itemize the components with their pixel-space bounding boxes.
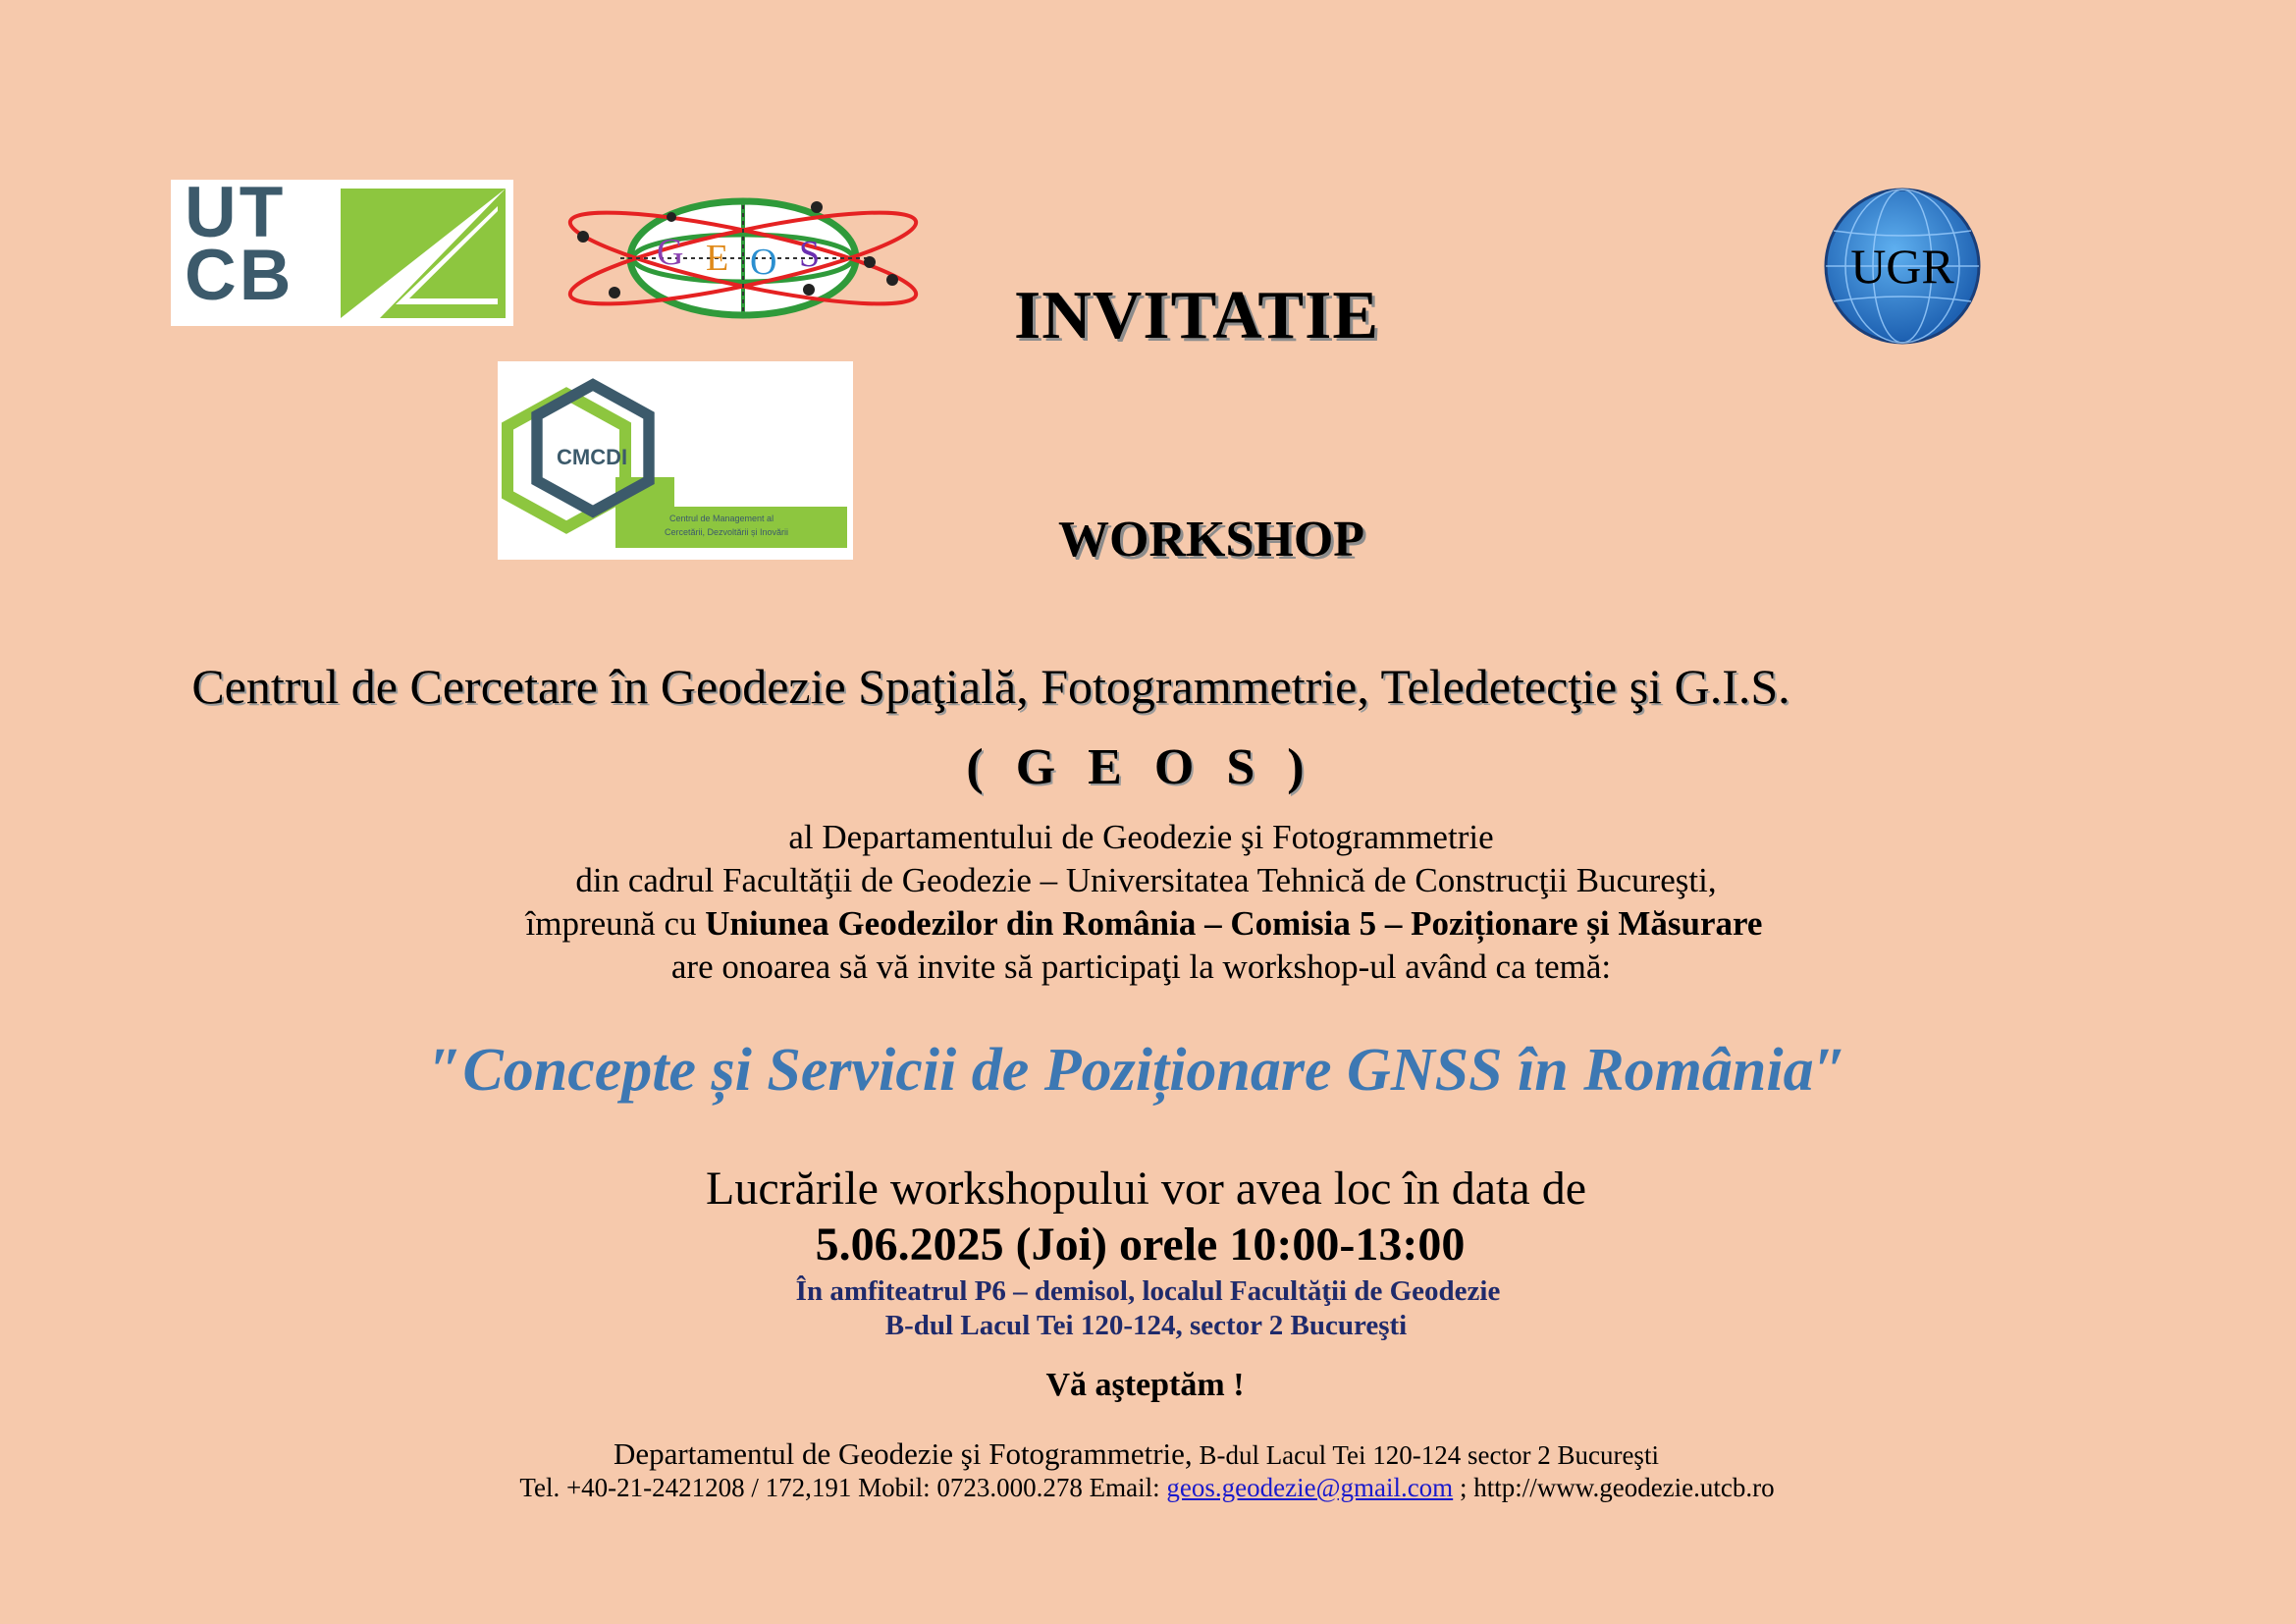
geos-logo-s: S [799,234,821,275]
cmcdi-logo [498,361,853,560]
workshop-subtitle: WORKSHOP [1058,512,1365,568]
geos-logo-g: G [657,232,684,273]
event-location-1: În amfiteatrul P6 – demisol, localul Facultăţii de Geodezie [795,1275,1501,1307]
organizer-line-4: are onoarea să vă invite să participaţi la workshop-ul având ca temă: [670,947,1612,986]
centre-short-name: ( G E O S ) [966,739,1314,795]
ugr-commission-name: Uniunea Geodezilor din România – Comisia 5 – Poziționare și Măsurare [705,904,1763,943]
footer-email-link[interactable]: geos.geodezie@gmail.com [1166,1473,1454,1502]
invitation-title: INVITATIE [1014,278,1380,353]
geos-logo [563,197,921,320]
organizer-line-2: din cadrul Facultăţii de Geodezie – Universitatea Tehnică de Construcţii Bucureşti, [575,861,1717,899]
svg-text:Cercetării, Dezvoltării și Ino: Cercetării, Dezvoltării și Inovării [665,527,789,537]
footer-address: B-dul Lacul Tei 120-124 sector 2 Bucureşti [1192,1440,1659,1470]
footer-contact [0,1473,2295,1503]
ugr-logo-text: UGR [1850,239,1954,294]
cmcdi-logo-text: CMCDI [557,445,628,469]
event-datetime: 5.06.2025 (Joi) orele 10:00-13:00 [815,1218,1466,1271]
utcb-logo [171,173,513,326]
footer-dept-name: Departamentul de Geodezie şi Fotogrammetrie, [614,1436,1193,1471]
utcb-logo-mark [341,189,506,318]
organizer-line-1: al Departamentului de Geodezie şi Fotogrammetrie [788,818,1494,856]
event-location-2: B-dul Lacul Tei 120-124, sector 2 Bucureşti [884,1310,1408,1341]
event-intro: Lucrările workshopului vor avea loc în data de [706,1163,1586,1215]
footer-department [0,1436,2284,1472]
utcb-logo-text: UT CB [185,173,294,315]
footer-contact-prefix: Tel. +40-21-2421208 / 172,191 Mobil: 0723.000.278 Email: [519,1473,1167,1502]
geos-logo-o: O [750,242,777,283]
organizer-line-3 [0,904,2292,944]
svg-text:Centrul de Management al: Centrul de Management al [669,514,774,523]
footer-website: ; http://www.geodezie.utcb.ro [1453,1473,1775,1502]
centre-name: Centrul de Cercetare în Geodezie Spaţială, Fotogrammetrie, Teledetecţie şi G.I.S. [191,659,1790,714]
organizer-line-3-prefix: împreună cu [525,904,706,943]
ugr-logo [1822,187,1983,346]
geos-logo-e: E [706,238,729,279]
workshop-theme: ″Concepte și Servicii de Poziționare GNSS în România″ [429,1037,1847,1104]
closing-line: Vă aşteptăm ! [1045,1367,1245,1403]
